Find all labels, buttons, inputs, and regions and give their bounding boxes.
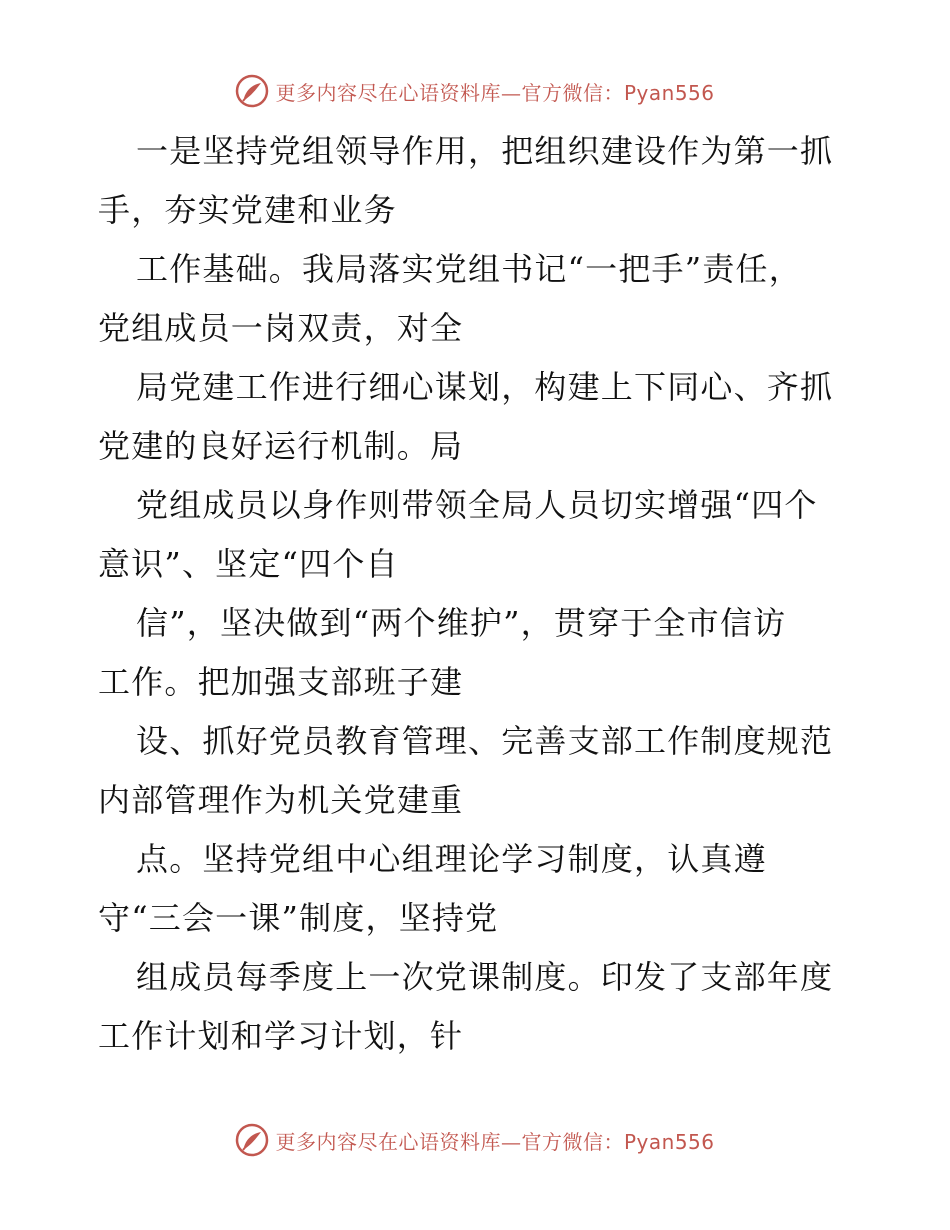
text-line: 意识”、坚定“四个自 bbox=[98, 545, 399, 583]
paragraph bbox=[98, 122, 858, 240]
text-line: 党组成员以身作则带领全局人员切实增强“四个 bbox=[136, 486, 818, 524]
text-line: 手，夯实党建和业务 bbox=[98, 191, 397, 229]
seal-logo-icon bbox=[235, 1123, 269, 1157]
text-line: 组成员每季度上一次党课制度。印发了支部年度 bbox=[136, 958, 834, 996]
paragraph bbox=[98, 712, 858, 830]
paragraph bbox=[98, 948, 858, 1066]
paragraph bbox=[98, 476, 858, 594]
paragraph bbox=[98, 830, 858, 948]
text-line: 设、抓好党员教育管理、完善支部工作制度规范 bbox=[136, 722, 834, 760]
paragraph bbox=[98, 240, 858, 358]
paragraph bbox=[98, 358, 858, 476]
seal-logo-icon bbox=[235, 74, 269, 108]
text-line: 党建的良好运行机制。局 bbox=[98, 427, 464, 465]
text-line: 工作计划和学习计划，针 bbox=[98, 1017, 464, 1055]
watermark-text: 更多内容尽在心语资料库—官方微信：Pyan556 bbox=[275, 80, 715, 105]
text-line: 信”，坚决做到“两个维护”，贯穿于全市信访 bbox=[136, 604, 787, 642]
text-line: 守“三会一课”制度，坚持党 bbox=[98, 899, 499, 937]
text-line: 局党建工作进行细心谋划，构建上下同心、齐抓 bbox=[136, 368, 834, 406]
header-watermark bbox=[0, 71, 950, 111]
text-line: 内部管理作为机关党建重 bbox=[98, 781, 464, 819]
text-line: 工作基础。我局落实党组书记“一把手”责任， bbox=[136, 250, 802, 288]
document-body bbox=[98, 122, 858, 1066]
text-line: 点。坚持党组中心组理论学习制度，认真遵 bbox=[136, 840, 767, 878]
text-line: 一是坚持党组领导作用，把组织建设作为第一抓 bbox=[136, 132, 834, 170]
watermark-text: 更多内容尽在心语资料库—官方微信：Pyan556 bbox=[275, 1129, 715, 1154]
text-line: 党组成员一岗双责，对全 bbox=[98, 309, 464, 347]
footer-watermark bbox=[0, 1120, 950, 1160]
paragraph bbox=[98, 594, 858, 712]
text-line: 工作。把加强支部班子建 bbox=[98, 663, 464, 701]
